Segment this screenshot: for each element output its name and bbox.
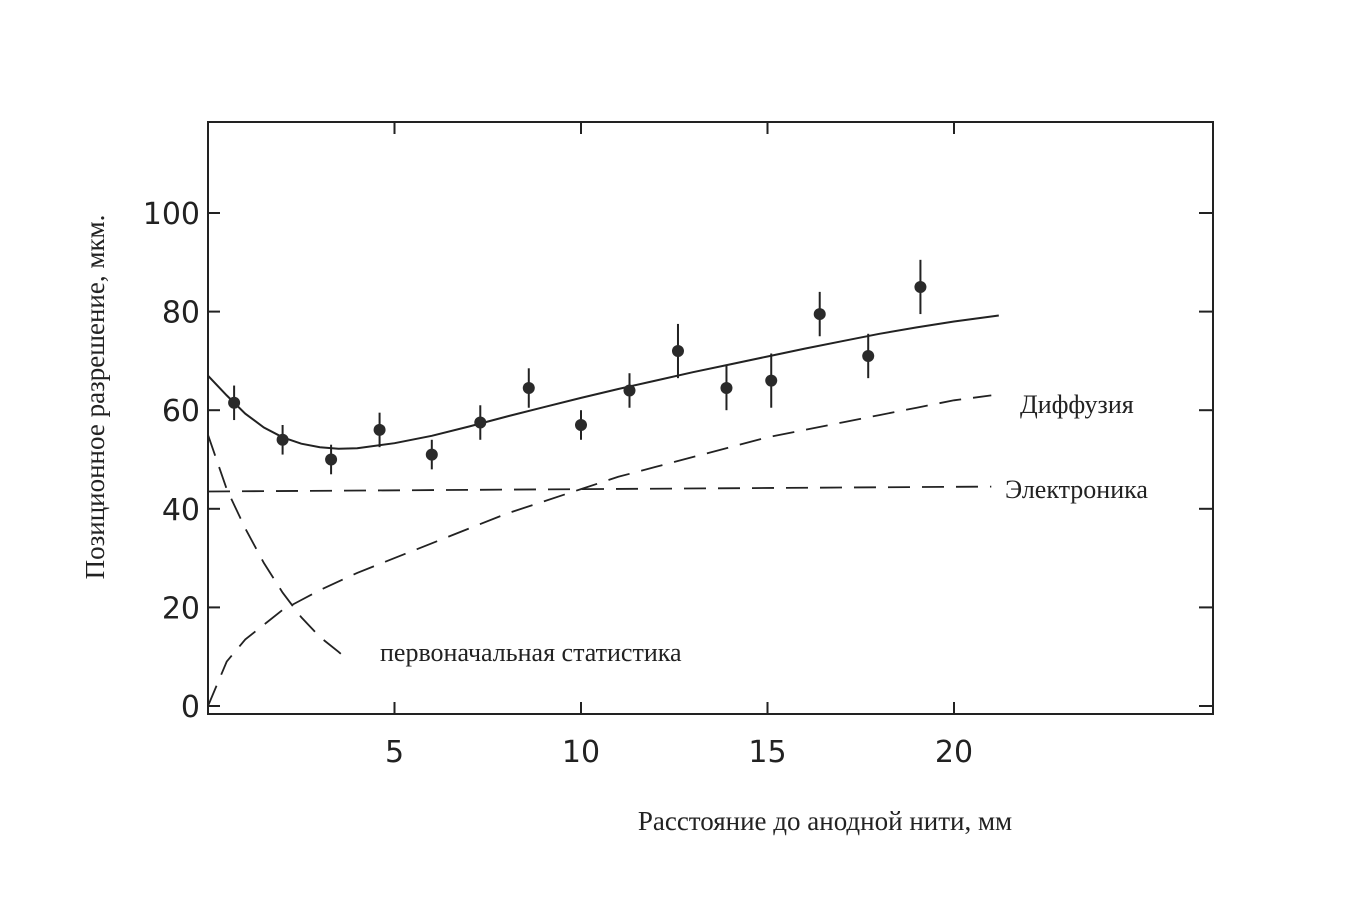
y-axis-title: Позиционное разрешение, мкм.	[80, 214, 110, 580]
data-point	[474, 405, 486, 440]
point-marker	[277, 434, 289, 446]
x-tick-label: 10	[561, 735, 601, 770]
point-marker	[575, 419, 587, 431]
data-point	[228, 386, 240, 421]
point-marker	[720, 382, 732, 394]
y-tick-label: 80	[161, 295, 200, 331]
data-point	[374, 413, 386, 448]
y-tick-label: 40	[161, 492, 200, 528]
data-points	[228, 260, 926, 474]
point-marker	[228, 397, 240, 409]
data-point	[426, 440, 438, 470]
point-marker	[814, 308, 826, 320]
y-tick-label: 60	[161, 394, 200, 430]
data-point	[277, 425, 289, 455]
label-primary-statistics: первоначальная статистика	[380, 638, 682, 667]
point-marker	[862, 350, 874, 362]
series-line	[208, 487, 991, 492]
label-electronics: Электроника	[1005, 475, 1148, 504]
point-marker	[474, 417, 486, 429]
y-tick-label: 100	[142, 197, 200, 232]
data-point	[623, 373, 635, 408]
data-point	[862, 334, 874, 378]
point-marker	[765, 375, 777, 387]
y-tick-label: 0	[180, 690, 200, 725]
point-marker	[523, 382, 535, 394]
x-tick-label: 20	[934, 735, 974, 770]
data-point	[523, 368, 535, 407]
x-axis-title: Расстояние до анодной нити, мм	[637, 806, 1013, 836]
label-diffusion: Диффузия	[1020, 390, 1134, 419]
series-line	[208, 435, 350, 662]
y-tick-label: 20	[161, 591, 200, 627]
point-marker	[672, 345, 684, 357]
x-axis-ticks	[385, 122, 973, 770]
point-marker	[374, 424, 386, 436]
data-point	[814, 292, 826, 336]
data-point	[575, 410, 587, 440]
x-tick-label: 15	[748, 735, 787, 770]
point-marker	[914, 281, 926, 293]
data-point	[720, 366, 732, 410]
point-marker	[426, 449, 438, 461]
data-point	[914, 260, 926, 314]
point-marker	[325, 454, 337, 466]
data-point	[672, 324, 684, 378]
point-marker	[623, 384, 635, 396]
data-point	[765, 354, 777, 408]
x-tick-label: 5	[384, 735, 405, 770]
fit-curve	[208, 316, 999, 449]
